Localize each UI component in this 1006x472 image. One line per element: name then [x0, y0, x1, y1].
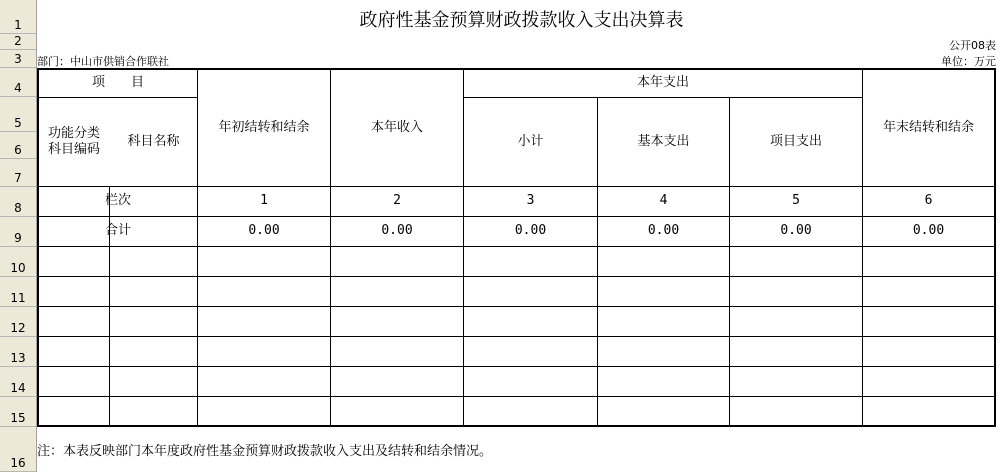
- department-label[interactable]: 部门：中山市供销合作联社: [37, 55, 169, 68]
- report-title[interactable]: 政府性基金预算财政拨款收入支出决算表: [359, 10, 684, 31]
- header-income[interactable]: 本年收入: [370, 119, 423, 135]
- row-number[interactable]: 7: [0, 159, 36, 187]
- header-subtotal[interactable]: 小计: [517, 133, 544, 149]
- row-number[interactable]: 16: [0, 427, 36, 472]
- total-cell[interactable]: 0.00: [912, 223, 945, 239]
- header-begin-balance[interactable]: 年初结转和结余: [218, 119, 310, 135]
- header-expense-group[interactable]: 本年支出: [636, 75, 689, 91]
- header-item[interactable]: 项 目: [91, 75, 144, 91]
- header-project-expense[interactable]: 项目支出: [769, 133, 822, 149]
- row-number[interactable]: 6: [0, 132, 36, 159]
- row-number[interactable]: 3: [0, 50, 36, 68]
- total-cell[interactable]: 0.00: [780, 223, 812, 239]
- header-function-code[interactable]: 功能分类科目编码: [47, 125, 100, 157]
- row-number[interactable]: 13: [0, 337, 36, 367]
- row-number[interactable]: 9: [0, 217, 36, 247]
- row-number[interactable]: 8: [0, 187, 36, 217]
- header-basic-expense[interactable]: 基本支出: [637, 133, 690, 149]
- footnote[interactable]: 注：本表反映部门本年度政府性基金预算财政拨款收入支出及结转和结余情况。: [37, 444, 493, 459]
- column-index-cell[interactable]: 5: [792, 193, 800, 209]
- row-header-column: [0, 0, 37, 472]
- row-number[interactable]: 4: [0, 68, 36, 97]
- column-index-cell[interactable]: 6: [924, 193, 933, 209]
- column-index-label[interactable]: 栏次: [104, 193, 131, 209]
- row-number[interactable]: 15: [0, 397, 36, 427]
- header-subject-name[interactable]: 科目名称: [127, 133, 180, 149]
- row-number[interactable]: 11: [0, 277, 36, 307]
- column-index-cell[interactable]: 1: [260, 193, 268, 209]
- form-number[interactable]: 公开08表: [949, 39, 996, 52]
- row-number[interactable]: 2: [0, 34, 36, 50]
- total-label[interactable]: 合计: [104, 223, 131, 239]
- spreadsheet-area: [37, 0, 1006, 472]
- row-number[interactable]: 10: [0, 247, 36, 277]
- row-number[interactable]: 5: [0, 97, 36, 132]
- row-number[interactable]: 14: [0, 367, 36, 397]
- column-index-cell[interactable]: 4: [659, 193, 668, 209]
- unit-label[interactable]: 单位：万元: [941, 55, 996, 68]
- header-end-balance[interactable]: 年末结转和结余: [882, 119, 974, 135]
- row-number[interactable]: 12: [0, 307, 36, 337]
- row-number[interactable]: 1: [0, 0, 36, 34]
- total-cell[interactable]: 0.00: [381, 223, 413, 239]
- column-index-cell[interactable]: 2: [393, 193, 401, 209]
- column-index-cell[interactable]: 3: [526, 193, 535, 209]
- total-cell[interactable]: 0.00: [248, 223, 280, 239]
- total-cell[interactable]: 0.00: [514, 223, 547, 239]
- total-cell[interactable]: 0.00: [647, 223, 680, 239]
